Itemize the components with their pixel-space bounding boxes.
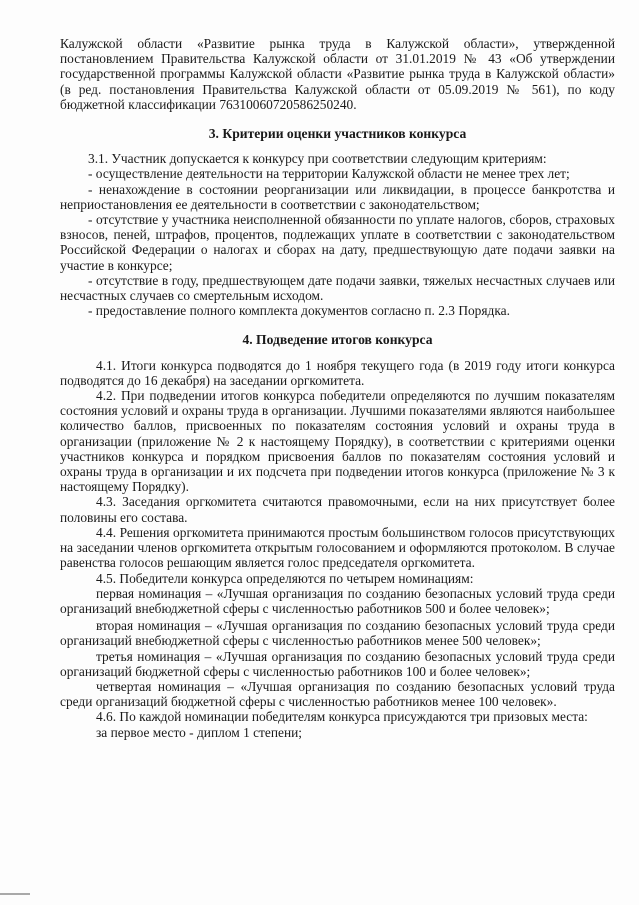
criteria-item: - отсутствие в году, предшествующем дате подачи заявки, тяжелых несчастных случаев или несчастных случаев со смертельным исходом.: [60, 272, 615, 304]
first-place-prize: за первое место - диплом 1 степени;: [96, 724, 303, 740]
section-3-heading: 3. Критерии оценки участников конкурса: [208, 126, 467, 142]
criteria-item: - ненахождение в состоянии реорганизации или ликвидации, в процессе банкротства и неприостановления ее деятельности в соответствии с законодательством;: [60, 181, 615, 212]
criteria-intro: 3.1. Участник допускается к конкурсу при соответствии следующим критериям:: [88, 151, 547, 167]
section-4-heading: 4. Подведение итогов конкурса: [242, 332, 433, 348]
criteria-item: - предоставление полного комплекта документов согласно п. 2.3 Порядка.: [88, 303, 510, 319]
nomination-3: третья номинация – «Лучшая организация по созданию безопасных условий труда среди организаций бюджетной сферы с численностью работников 100 и более человек»;: [60, 648, 615, 679]
intro-paragraph: Калужской области «Развитие рынка труда в Калужской области», утвержденной постановлением Правительства Калужской области от 31.01.2019 № 43 «Об утверждении государственной программы Калужской области «Развитие рынка труда в Калужской области» (в ред. постановления Правительства Калужской области от 05.09.2019 № 561), по коду бюджетной классификации 76310060720586250240.: [60, 36, 615, 112]
paragraph-4-1: 4.1. Итоги конкурса подводятся до 1 ноября текущего года (в 2019 году итоги конкурса подводятся до 16 декабря) на заседании оргкомитета.: [60, 357, 615, 388]
document-body: [60, 36, 615, 740]
criteria-item: - отсутствие у участника неисполненной обязанности по уплате налогов, сборов, страховых взносов, пеней, штрафов, процентов, подлежащих уплате в соответствии с законодательством Российской Федерации о налогах и сборах на дату, предшествующую дате подачи заявки на участие в конкурсе;: [60, 212, 615, 273]
paragraph-4-5: 4.5. Победители конкурса определяются по четырем номинациям:: [96, 570, 474, 586]
paragraph-4-3: 4.3. Заседания оргкомитета считаются правомочными, если на них присутствует более половины его состава.: [60, 494, 615, 525]
criteria-item: - осуществление деятельности на территории Калужской области не менее трех лет;: [88, 166, 570, 182]
nomination-4: четвертая номинация – «Лучшая организация по созданию безопасных условий труда среди организаций бюджетной сферы с численностью работников менее 100 человек».: [60, 678, 615, 710]
scan-edge-mark: [0, 893, 30, 895]
nomination-2: вторая номинация – «Лучшая организация по созданию безопасных условий труда среди организаций внебюджетной сферы с численностью работников менее 500 человек»;: [60, 618, 615, 649]
paragraph-4-4: 4.4. Решения оргкомитета принимаются простым большинством голосов присутствующих на заседании членов оргкомитета открытым голосованием и оформляются протоколом. В случае равенства голосов решающим является голос председателя оргкомитета.: [60, 524, 615, 571]
paragraph-4-6: 4.6. По каждой номинации победителям конкурса присуждаются три призовых места:: [96, 709, 588, 725]
nomination-1: первая номинация – «Лучшая организация по созданию безопасных условий труда среди организаций внебюджетной сферы с численностью работников 500 и более человек»;: [60, 585, 615, 616]
paragraph-4-2: 4.2. При подведении итогов конкурса победители определяются по лучшим показателям состояния условий и охраны труда в организации. Лучшими показателями являются наибольшее количество баллов, присвоенных по показателям состояния условий и охраны труда в организации (приложение № 2 к настоящему Порядку), в соответствии с критериями оценки участников конкурса и порядком присвоения баллов по показателям состояния условий и охраны труда в организации и их подсчета при подведении итогов конкурса (приложение № 3 к настоящему Порядку).: [60, 388, 615, 495]
